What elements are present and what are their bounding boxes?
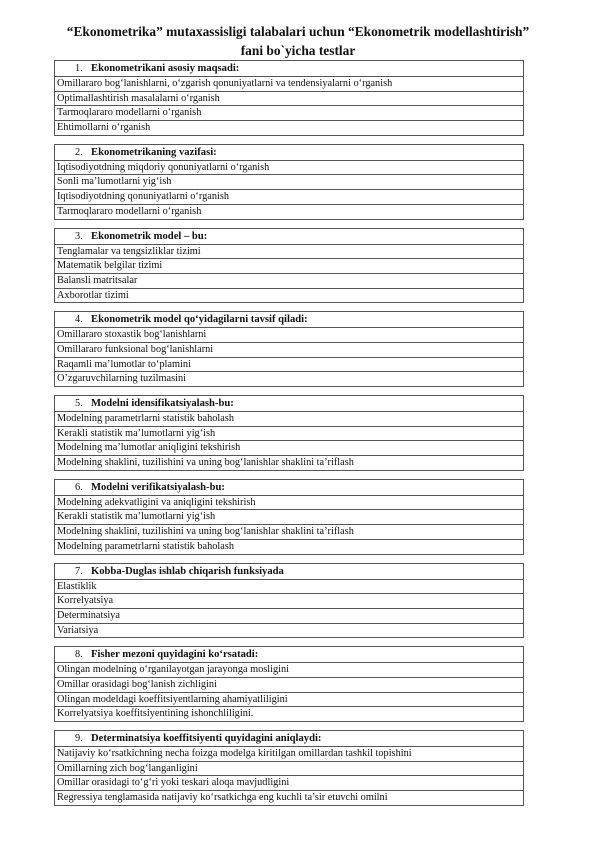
- question-block: [54, 60, 524, 136]
- answer-option: Kerakli statistik ma’lumotlarni yig‘ish: [55, 427, 523, 442]
- question-block: [54, 646, 524, 722]
- question-text: Ekonometrik model qo‘yidagilarni tavsif qiladi:: [91, 314, 308, 326]
- answer-option: Natijaviy ko‘rsatkichning necha foizga modelga kiritilgan omillardan tashkil topishini: [55, 747, 523, 762]
- answer-option: Modelning adekvatligini va aniqligini tekshirish: [55, 496, 523, 511]
- question-block: [54, 395, 524, 471]
- answer-option: Omillar orasidagi bog‘lanish zichligini: [55, 678, 523, 693]
- title-line-2: fani bo`yicha testlar: [240, 43, 356, 58]
- question-list: [54, 60, 524, 814]
- question-header: [55, 480, 523, 496]
- answer-option: Determinatsiya: [55, 609, 523, 624]
- answer-option: Omillararo bog‘lanishlarni, o‘zgarish qonuniyatlarni va tendensiyalarni o‘rganish: [55, 77, 523, 92]
- question-header: [55, 229, 523, 245]
- title-line-1: “Ekonometrika” mutaxassisligi talabalari uchun “Ekonometrik modellashtirish”: [66, 24, 530, 39]
- question-text: Modelni idensifikatsiyalash-bu:: [91, 398, 234, 409]
- answer-option: Balansli matritsalar: [55, 274, 523, 289]
- answer-option: Tenglamalar va tengsizliklar tizimi: [55, 245, 523, 260]
- question-text: Ekonometrik model – bu:: [91, 230, 208, 242]
- question-number: 2.: [75, 146, 83, 158]
- answer-option: Axborotlar tizimi: [57, 289, 129, 301]
- question-number: 1.: [75, 63, 83, 74]
- answer-option: Modelning shaklini, tuzilishini va uning bog‘lanishlar shaklini ta’riflash: [55, 525, 523, 540]
- question-header: [55, 145, 523, 161]
- question-number: 7.: [75, 565, 83, 577]
- answer-option: Modelning shaklini, tuzilishini va uning bog‘lanishlar shaklini ta’riflash: [57, 457, 354, 469]
- answer-option: Elastiklik: [55, 580, 523, 595]
- question-number: 9.: [75, 733, 83, 744]
- answer-option: Olingan modelning o‘rganilayotgan jarayonga mosligini: [55, 663, 523, 678]
- answer-option: Regressiya tenglamasida natijaviy ko‘rsatkichga eng kuchli ta’sir etuvchi omilni: [57, 792, 388, 804]
- question-text: Kobba-Duglas ishlab chiqarish funksiyada: [91, 565, 284, 577]
- answer-option: Matematik belgilar tizimi: [55, 259, 523, 274]
- question-header: [55, 396, 523, 412]
- answer-option: Modelning parametrlarni statistik baholash: [57, 540, 235, 552]
- answer-option: Optimallashtirish masalalarni o‘rganish: [55, 92, 523, 107]
- question-text: Ekonometrikaning vazifasi:: [91, 146, 217, 158]
- document-title: [40, 22, 556, 60]
- question-block: [54, 228, 524, 304]
- answer-option: Omillararo funksional bog‘lanishlarni: [55, 343, 523, 358]
- answer-option: Iqtisodiyotdning miqdoriy qonuniyatlarni o‘rganish: [55, 161, 523, 176]
- question-block: [54, 144, 524, 220]
- answer-option: Modelning ma’lumotlar aniqligini tekshirish: [55, 441, 523, 456]
- question-number: 4.: [75, 314, 83, 326]
- question-text: Fisher mezoni quyidagini ko‘rsatadi:: [91, 649, 259, 661]
- answer-option: Variatsiya: [57, 624, 99, 636]
- question-header: [55, 61, 523, 77]
- question-number: 6.: [75, 481, 83, 493]
- answer-option: O’zgaruvchilarning tuzilmasini: [57, 373, 186, 385]
- question-block: [54, 479, 524, 555]
- answer-option: Raqamli ma’lumotlar to‘plamini: [55, 358, 523, 373]
- answer-option: Omillar orasidagi to‘g‘ri yoki teskari aloqa mavjudligini: [55, 776, 523, 791]
- answer-option: Korrelyatsiya: [55, 594, 523, 609]
- question-text: Ekonometrikani asosiy maqsadi:: [91, 63, 240, 74]
- answer-option: Omillararo stoxastik bog‘lanishlarni: [55, 328, 523, 343]
- question-block: [54, 563, 524, 639]
- answer-option: Ehtimollarni o‘rganish: [57, 122, 151, 134]
- question-text: Determinatsiya koeffitsiyenti quyidagini aniqlaydi:: [91, 733, 322, 744]
- answer-option: Tarmoqlararo modellarni o‘rganish: [55, 106, 523, 121]
- answer-option: Omillarning zich bog‘langanligini: [55, 762, 523, 777]
- question-number: 3.: [75, 230, 83, 242]
- answer-option: Modelning parametrlarni statistik baholash: [55, 412, 523, 427]
- question-text: Modelni verifikatsiyalash-bu:: [91, 481, 225, 493]
- answer-option: Olingan modeldagi koeffitsiyentlarning ahamiyatliligini: [55, 693, 523, 708]
- question-header: [55, 647, 523, 663]
- question-header: [55, 312, 523, 328]
- answer-option: Sonli ma’lumotlarni yig‘ish: [55, 175, 523, 190]
- question-number: 5.: [75, 398, 83, 409]
- answer-option: Korrelyatsiya koeffitsiyentining ishonchliligini.: [57, 708, 254, 720]
- answer-option: Tarmoqlararo modellarni o‘rganish: [57, 205, 202, 217]
- answer-option: Iqtisodiyotdning qonuniyatlarni o‘rganish: [55, 190, 523, 205]
- question-number: 8.: [75, 649, 83, 661]
- question-block: [54, 730, 524, 806]
- answer-option: Kerakli statistik ma’lumotlarni yig‘ish: [55, 510, 523, 525]
- question-block: [54, 311, 524, 387]
- question-header: [55, 731, 523, 747]
- question-header: [55, 564, 523, 580]
